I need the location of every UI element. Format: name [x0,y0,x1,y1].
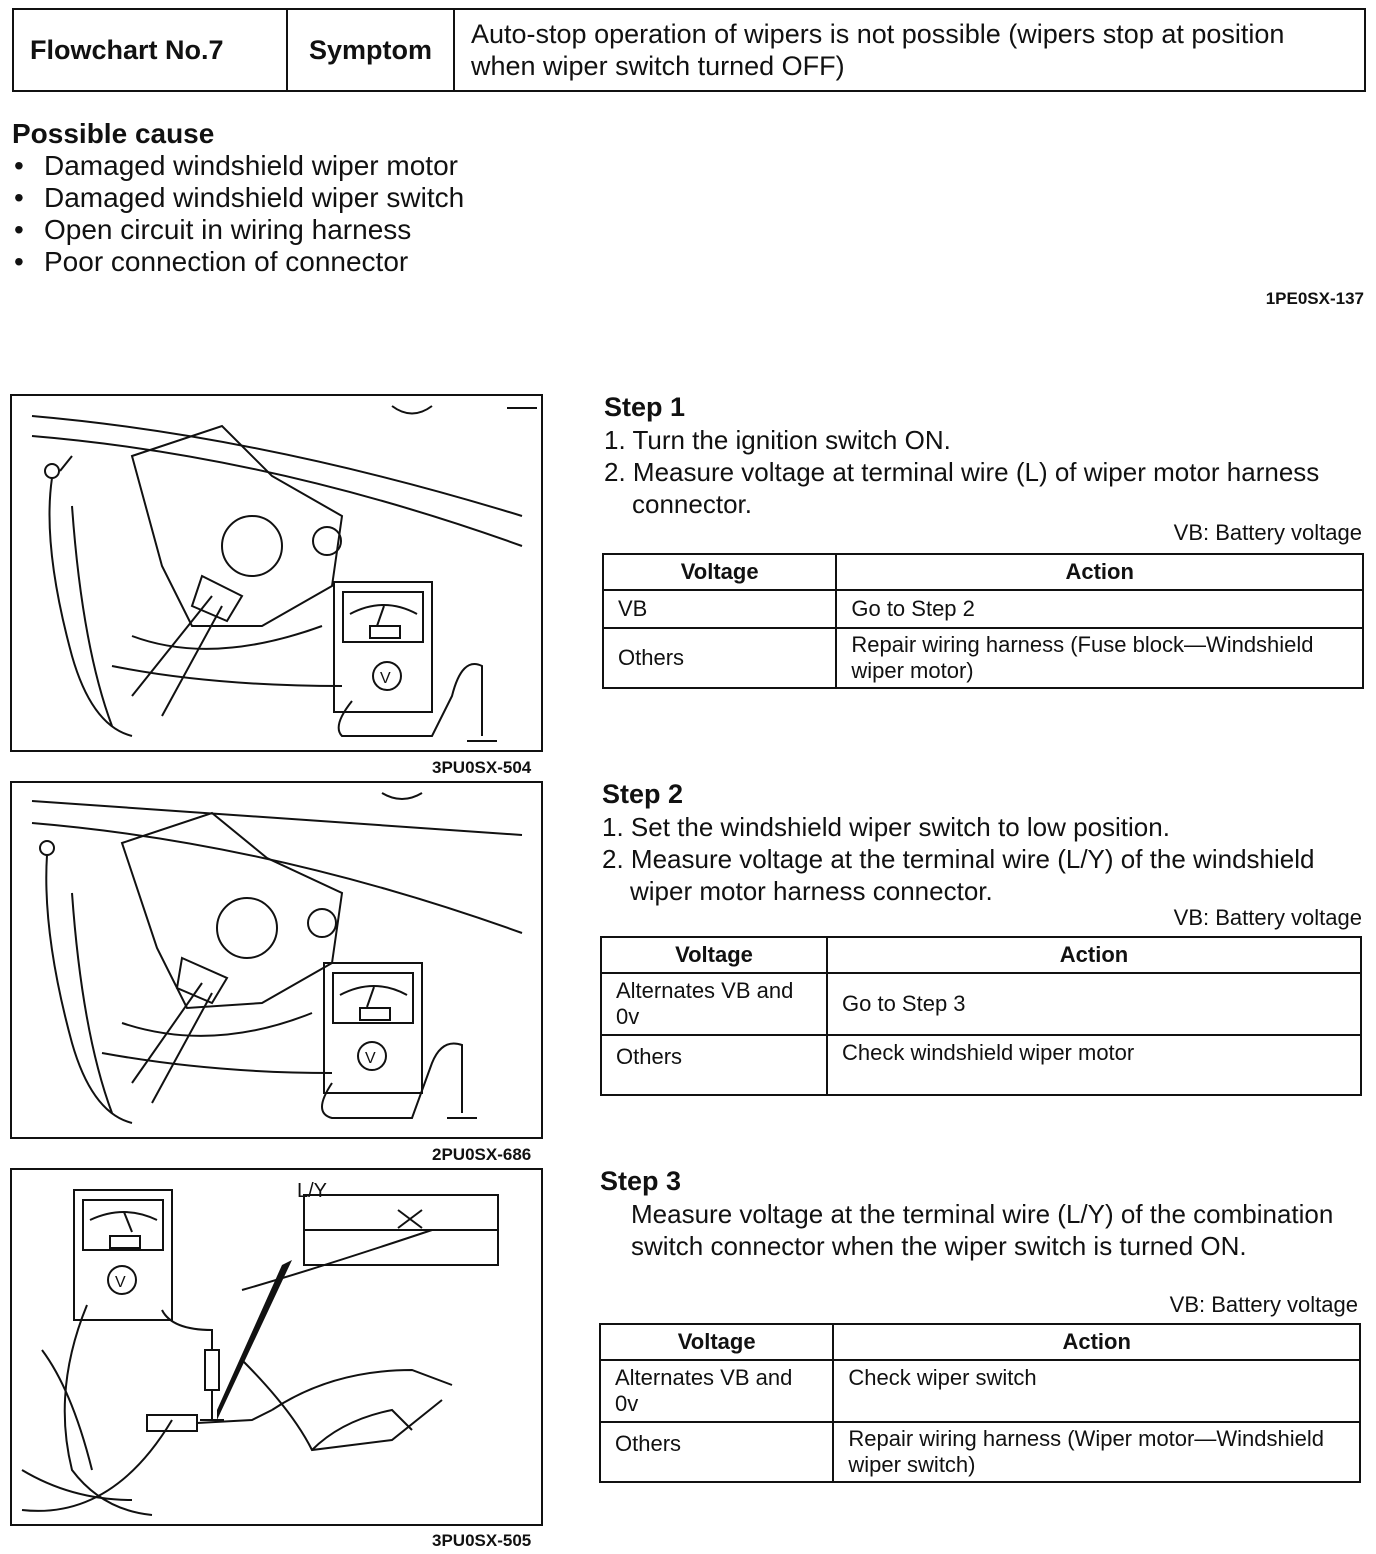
possible-cause-list [12,150,464,278]
voltage-header: Voltage [600,1324,833,1360]
step-2-table [600,936,1362,1096]
voltage-cell: Others [603,628,836,688]
action-header: Action [827,937,1361,973]
step-1-instructions [604,424,1364,520]
step-1-line: 2. Measure voltage at terminal wire (L) of wiper motor harness connector. [604,457,1320,519]
step-3-table [599,1323,1361,1483]
figure-wiper-motor-step1 [10,394,543,752]
figure-wiper-motor-step2 [10,781,543,1139]
step-3-title: Step 3 [600,1166,682,1196]
step-2-instructions [602,811,1362,907]
action-cell: Check windshield wiper motor [827,1035,1361,1095]
action-cell: Go to Step 3 [827,973,1361,1035]
voltage-cell: Alternates VB and 0v [601,973,827,1035]
action-cell: Go to Step 2 [836,590,1363,628]
step-3-instructions [631,1198,1361,1262]
action-cell: Repair wiring harness (Wiper motor—Windshield wiper switch) [833,1422,1360,1482]
svg-text:V: V [380,670,391,687]
cause-item: • Damaged windshield wiper motor [12,150,464,182]
cause-item: • Open circuit in wiring harness [12,214,464,246]
cause-item: • Damaged windshield wiper switch [12,182,464,214]
action-cell: Repair wiring harness (Fuse block—Windshield wiper motor) [836,628,1363,688]
voltage-header: Voltage [601,937,827,973]
wiper-motor-voltmeter-illustration [12,783,541,1137]
step-3-line: Measure voltage at the terminal wire (L/Y) of the combination switch connector when the wiper switch is turned ON. [631,1199,1334,1261]
voltage-cell: Alternates VB and 0v [600,1360,833,1422]
vb-note: VB: Battery voltage [1173,520,1362,545]
step-2-line: 2. Measure voltage at the terminal wire (L/Y) of the windshield wiper motor harness connector. [602,844,1315,906]
step-2-line: 1. Set the windshield wiper switch to low position. [602,812,1170,842]
wiper-motor-voltmeter-illustration [12,396,541,750]
voltage-header: Voltage [603,554,836,590]
figure-ref-code: 3PU0SX-505 [432,1531,532,1550]
step-1-title: Step 1 [604,392,686,422]
vb-note: VB: Battery voltage [1169,1292,1358,1317]
cause-item: • Poor connection of connector [12,246,464,278]
step-1-table [602,553,1364,689]
step-2-title: Step 2 [602,779,684,809]
figure-ref-code: 2PU0SX-686 [432,1145,532,1164]
combination-switch-voltmeter-illustration [12,1170,541,1524]
action-header: Action [833,1324,1360,1360]
wire-label: L/Y [297,1180,328,1202]
symptom-text: Auto-stop operation of wipers is not possible (wipers stop at position when wiper switch turned OFF) [471,19,1285,81]
figure-ref-code: 3PU0SX-504 [432,758,532,777]
svg-text:V: V [365,1050,376,1067]
figure-combination-switch-step3 [10,1168,543,1526]
cause-ref-code: 1PE0SX-137 [1265,289,1364,308]
svg-text:V: V [115,1274,126,1291]
step-1-line: 1. Turn the ignition switch ON. [604,425,951,455]
possible-cause-title: Possible cause [12,118,215,149]
voltage-cell: Others [601,1035,827,1095]
voltage-cell: VB [603,590,836,628]
symptom-label: Symptom [288,10,455,90]
vb-note: VB: Battery voltage [1173,905,1362,930]
flowchart-number: Flowchart No.7 [14,10,288,90]
voltage-cell: Others [600,1422,833,1482]
action-header: Action [836,554,1363,590]
flowchart-header [12,8,1366,92]
action-cell: Check wiper switch [833,1360,1360,1422]
